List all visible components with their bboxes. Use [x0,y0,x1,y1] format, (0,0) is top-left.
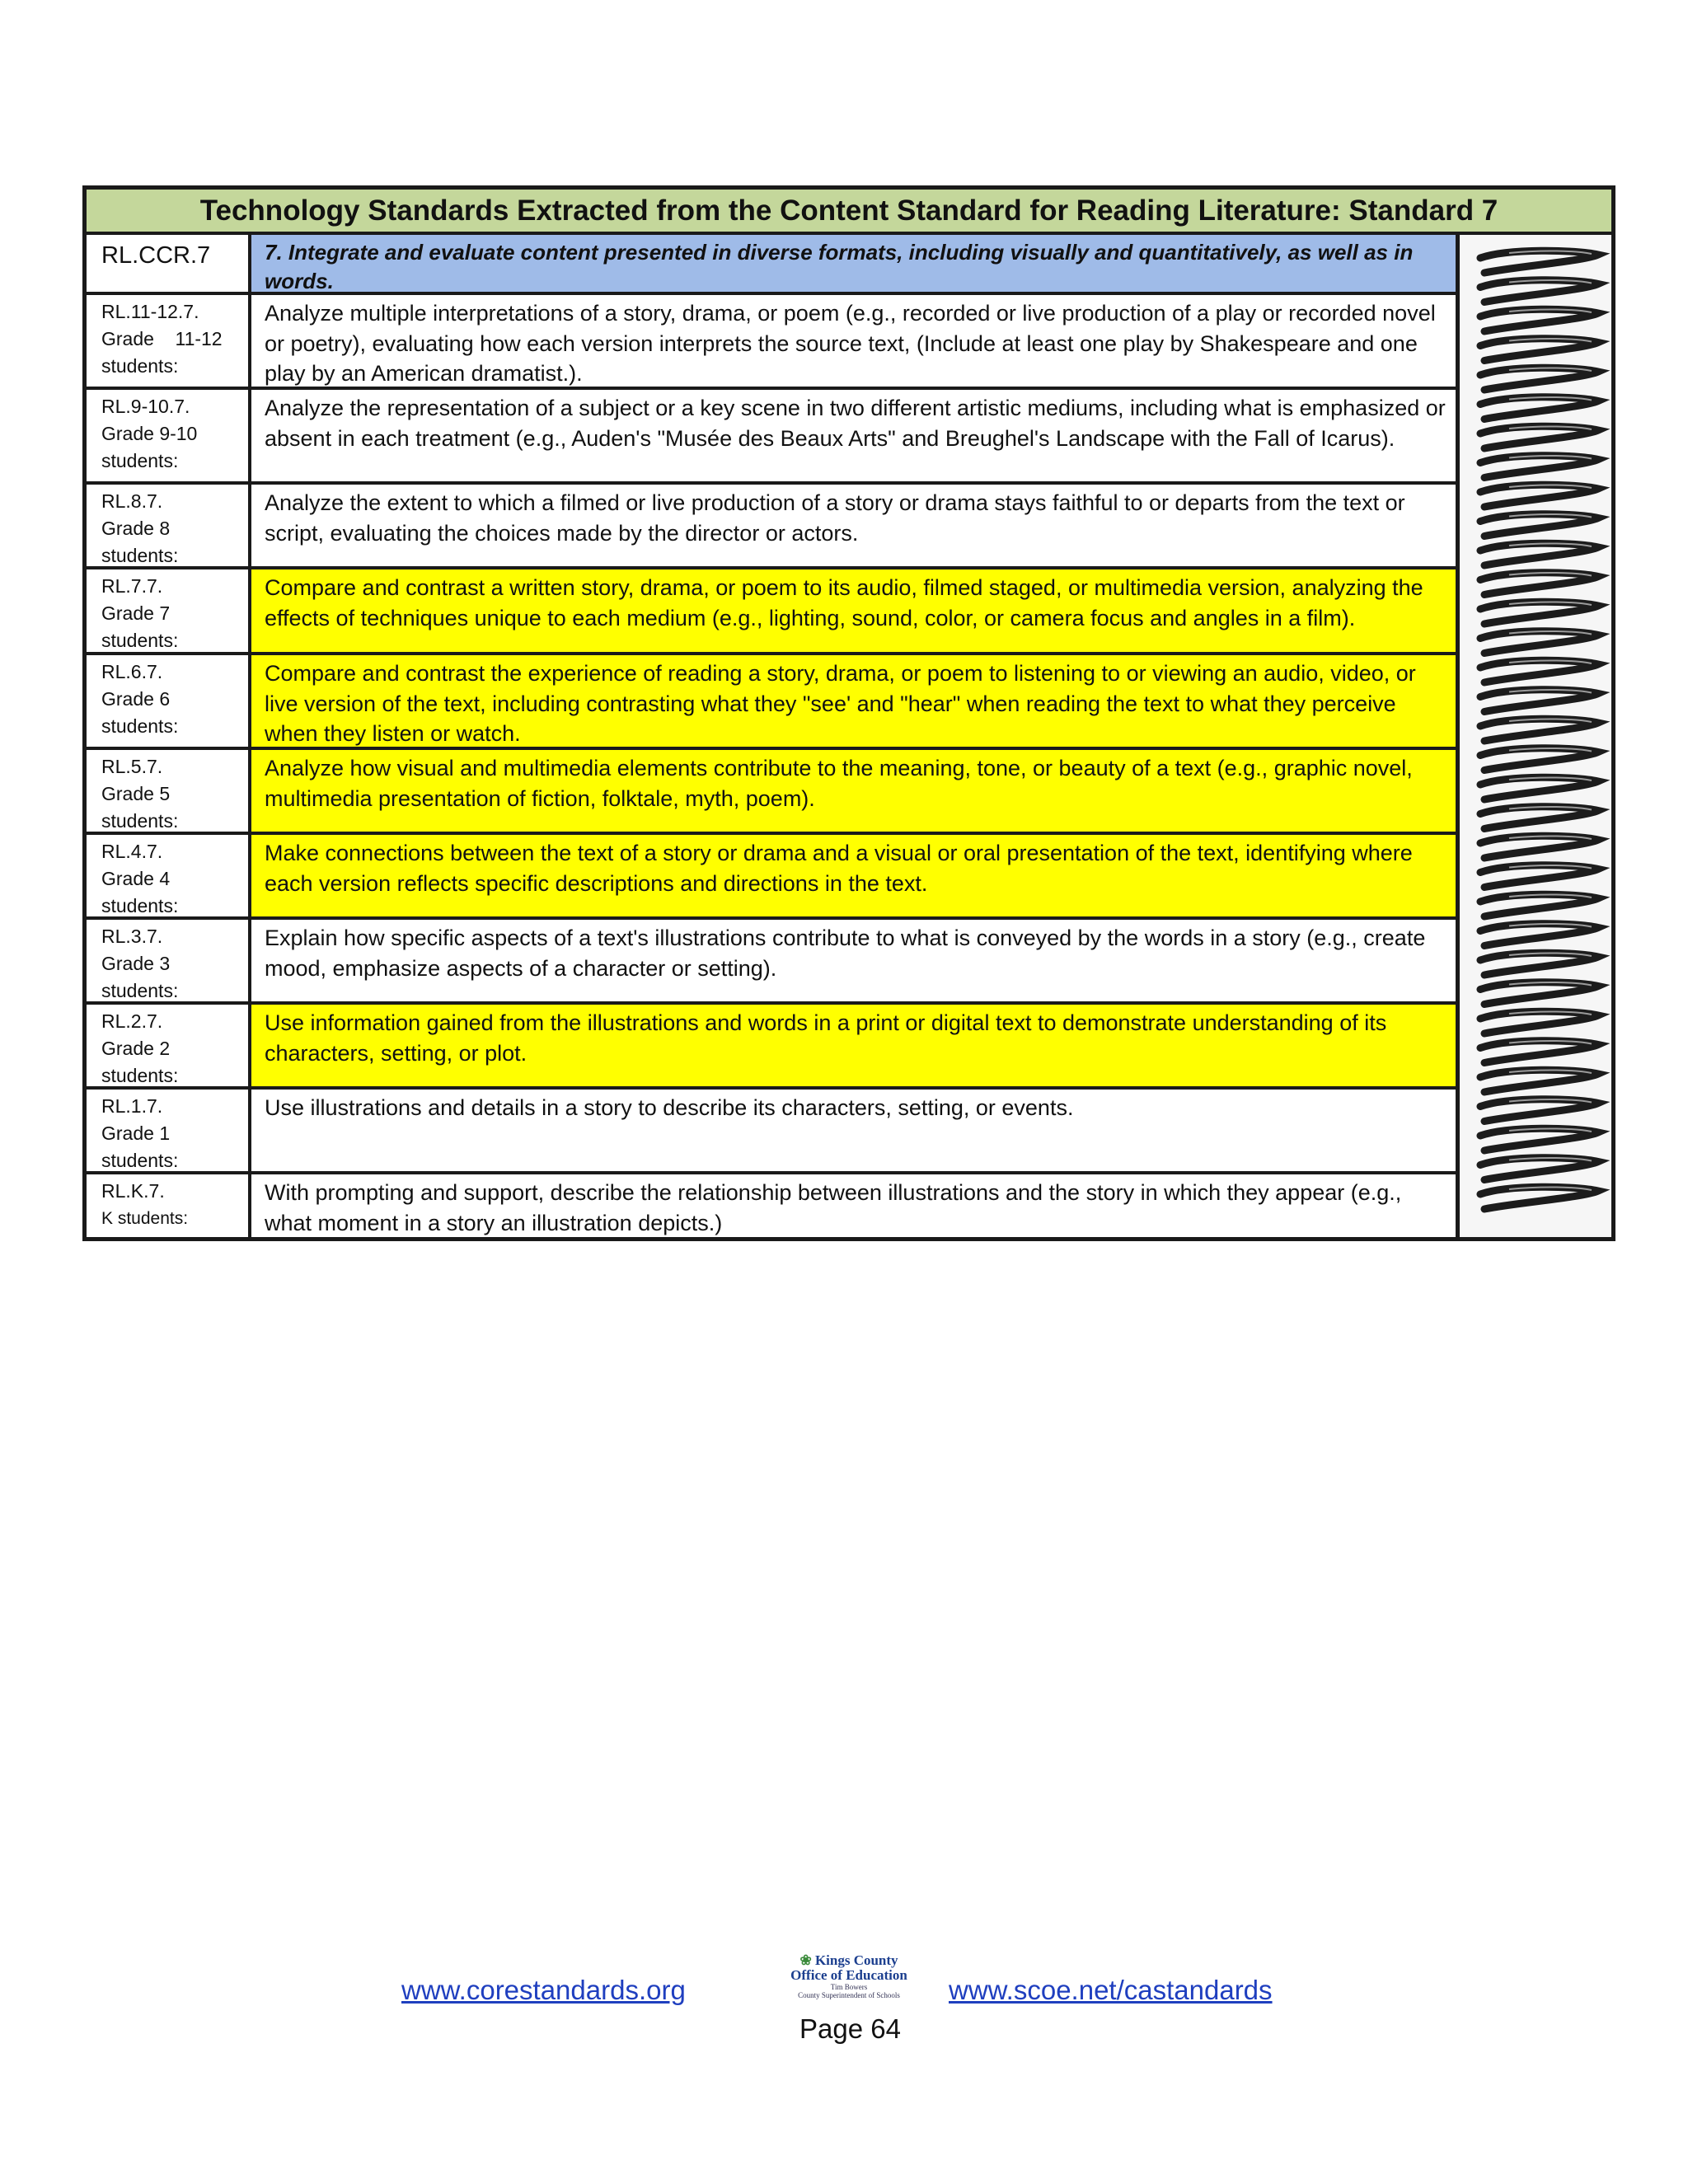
table-row [87,835,1456,920]
row-text: Compare and contrast the experience of reading a story, drama, or poem to listening to or viewing an audio, video, or live version of the text, including contrasting what they "see' and "hear" when reading the text to what they perceive when they listen or watch. [251,655,1456,747]
table-row [87,750,1456,835]
coil-turn [1480,1011,1598,1033]
coil-turn [1480,719,1598,741]
coil-turn [1480,836,1598,858]
row-text: Make connections between the text of a story or drama and a visual or oral presentation of the text, identifying where each version reflects specific descriptions and directions in the text. [251,835,1456,916]
coil-turn [1480,339,1598,361]
coil-turn [1480,953,1598,975]
row-text: Explain how specific aspects of a text's illustrations contribute to what is conveyed by the words in a story (e.g., create mood, emphasize aspects of a character or setting). [251,920,1456,1001]
row-grade: Grade 3 [101,953,171,974]
coil-turn [1480,397,1598,419]
spiral-coil-icon [1460,235,1611,1237]
logo-line-4: County Superintendent of Schools [798,1991,900,1999]
standards-table [82,185,1615,1241]
coil-turn [1480,485,1598,507]
table-row [87,1005,1456,1090]
row-grade: Grade 6 [101,688,171,710]
row-code: RL.K.7. [101,1180,165,1202]
row-code-cell [87,750,251,832]
row-code-cell [87,390,251,481]
table-row [87,655,1456,750]
row-grade: K students: [101,1209,189,1228]
coil-turn [1480,280,1598,302]
coil-turn [1480,807,1598,829]
row-grade: Grade 7 [101,602,171,624]
row-who: students: [101,630,179,651]
coil-turn [1480,602,1598,624]
row-who: students: [101,355,179,377]
row-who: students: [101,980,179,1001]
row-text: Analyze multiple interpretations of a story, drama, or poem (e.g., recorded or live production of a play or recorded novel or poetry), evaluating how each version interprets the source text, (Include at least one play by Shakespeare and one play by an American dramatist.). [251,295,1456,387]
spiral-coil-image [1456,235,1611,1237]
corestandards-link[interactable]: www.corestandards.org [401,1975,686,2005]
row-code: RL.8.7. [101,490,163,512]
anchor-code: RL.CCR.7 [87,235,251,292]
row-grade: Grade 11-12 [101,328,223,349]
row-code-cell [87,295,251,387]
row-who: students: [101,545,179,566]
row-grade: Grade 5 [101,783,171,804]
table-row [87,920,1456,1005]
table-row [87,390,1456,485]
row-code: RL.1.7. [101,1095,163,1117]
logo-globe-icon: ❀ [799,1952,812,1968]
coil-turn [1480,924,1598,946]
page-number: Page 64 [799,2013,901,2044]
row-code-cell [87,1005,251,1086]
row-who: students: [101,1150,179,1171]
row-code: RL.11-12.7. [101,301,199,322]
row-grade: Grade 8 [101,518,171,539]
row-text: Analyze how visual and multimedia elements contribute to the meaning, tone, or beauty of a text (e.g., graphic novel, multimedia presentation of fiction, folktale, myth, poem). [251,750,1456,832]
row-grade: Grade 4 [101,868,171,889]
table-row [87,295,1456,390]
coil-turn [1480,748,1598,771]
coil-turn [1480,1128,1598,1151]
coil-turn [1480,514,1598,537]
coil-turn [1480,368,1598,390]
coil-turn [1480,1070,1598,1092]
row-code: RL.7.7. [101,575,163,597]
coil-turn [1480,777,1598,799]
table-row [87,1174,1456,1237]
row-code-cell [87,655,251,747]
row-code: RL.2.7. [101,1010,163,1032]
coil-turn [1480,660,1598,682]
logo-line-1: ❀ Kings County [799,1952,898,1968]
row-code-cell [87,569,251,652]
coil-turn [1480,543,1598,565]
coil-turn [1480,865,1598,888]
row-who: students: [101,450,179,471]
row-code-cell [87,1090,251,1171]
coil-turn [1480,690,1598,712]
coil-turn [1480,309,1598,331]
coil-turn [1480,894,1598,916]
coil-turn [1480,1158,1598,1180]
coil-turn [1480,1187,1598,1209]
row-who: students: [101,715,179,737]
kings-county-logo [779,1953,919,1999]
row-grade: Grade 1 [101,1122,171,1144]
row-code: RL.3.7. [101,926,163,947]
table-body [87,235,1611,1237]
row-code-cell [87,835,251,916]
row-text: With prompting and support, describe the relationship between illustrations and the story in which they appear (e.g., what moment in a story an illustration depicts.) [251,1174,1456,1237]
anchor-text: 7. Integrate and evaluate content presented in diverse formats, including visually and quantitatively, as well as in words. [251,235,1456,292]
coil-turn [1480,631,1598,654]
row-grade: Grade 9-10 [101,423,198,444]
coil-turn [1480,426,1598,448]
row-text: Use information gained from the illustrations and words in a print or digital text to demonstrate understanding of its characters, setting, or plot. [251,1005,1456,1086]
row-who: students: [101,895,179,916]
table-row [87,485,1456,569]
scoe-castandards-link[interactable]: www.scoe.net/castandards [949,1975,1273,2005]
coil-turn [1480,456,1598,478]
row-code: RL.6.7. [101,661,163,682]
row-text: Compare and contrast a written story, drama, or poem to its audio, filmed staged, or multimedia version, analyzing the effects of techniques unique to each medium (e.g., lighting, sound, color, or camera focus and angles in a film). [251,569,1456,652]
anchor-row [87,235,1456,295]
coil-turn [1480,1041,1598,1063]
row-text: Use illustrations and details in a story to describe its characters, setting, or events. [251,1090,1456,1171]
table-rows [87,235,1456,1237]
row-who: students: [101,810,179,832]
row-code: RL.9-10.7. [101,396,190,417]
row-code-cell [87,485,251,566]
coil-turn [1480,1099,1598,1122]
coil-turn [1480,573,1598,595]
row-code-cell [87,920,251,1001]
row-code-cell [87,1174,251,1237]
coil-turn [1480,251,1598,273]
row-code: RL.5.7. [101,756,163,777]
row-text: Analyze the representation of a subject or a key scene in two different artistic mediums, including what is emphasized or absent in each treatment (e.g., Auden's "Musée des Beaux Arts" and Breughel's Landscape with the Fall of Icarus). [251,390,1456,481]
row-text: Analyze the extent to which a filmed or live production of a story or drama stays faithful to or departs from the text or script, evaluating the choices made by the director or actors. [251,485,1456,566]
row-grade: Grade 2 [101,1038,171,1059]
coil-turn [1480,982,1598,1005]
table-title: Technology Standards Extracted from the Content Standard for Reading Literature: Standard 7 [87,190,1611,235]
row-who: students: [101,1065,179,1086]
table-row [87,569,1456,655]
row-code: RL.4.7. [101,841,163,862]
logo-line-3: Tim Bowers [830,1983,868,1991]
table-row [87,1090,1456,1174]
logo-line-2: Office of Education [790,1967,907,1983]
